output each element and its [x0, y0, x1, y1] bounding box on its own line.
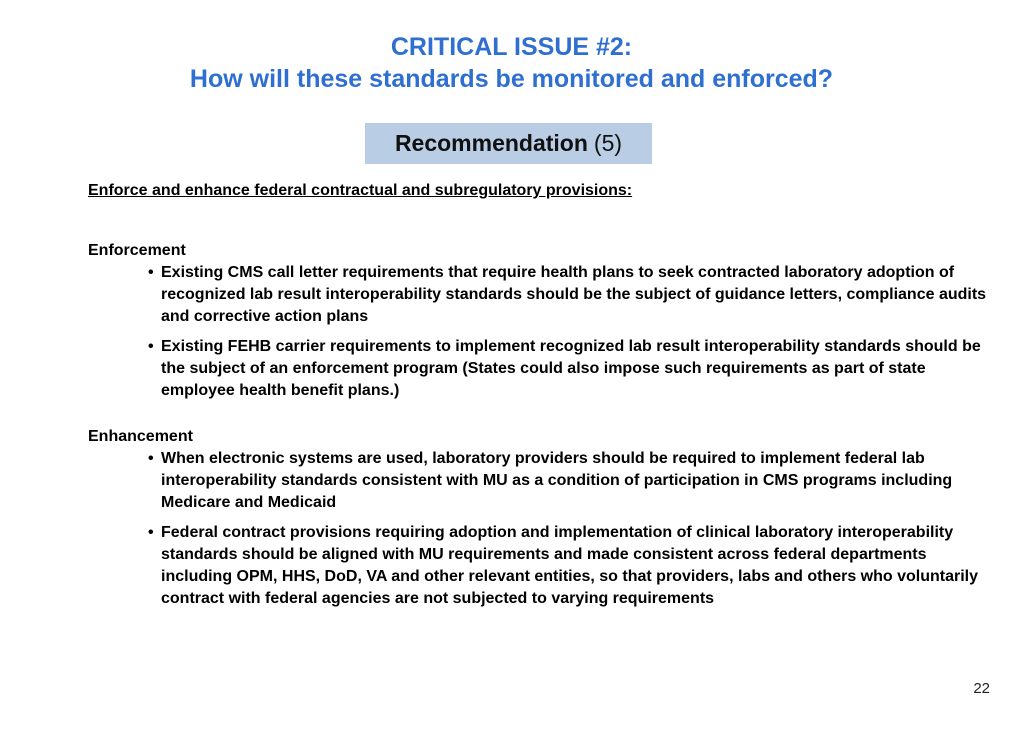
list-item — [148, 336, 988, 402]
title-line-1: CRITICAL ISSUE #2: — [390, 33, 633, 61]
recommendation-number: (5) — [593, 130, 623, 156]
bullet-icon: • — [148, 524, 154, 541]
enforcement-heading: Enforcement — [88, 242, 186, 259]
spacer — [88, 202, 988, 240]
list-item — [148, 522, 988, 610]
slide-body — [88, 180, 988, 618]
bullet-icon: • — [148, 450, 154, 467]
bullet-text: Federal contract provisions requiring adoption and implementation of clinical laboratory interoperability standards should be aligned with MU requirements and made consistent across federal departments including OPM, HHS, DoD, VA and other relevant entities, so that providers, labs and others who voluntarily contract with federal agencies are not subjected to varying requirements — [161, 524, 979, 607]
bullet-icon: • — [148, 338, 154, 355]
slide-title — [0, 31, 1023, 95]
list-item — [148, 448, 988, 514]
bullet-text: When electronic systems are used, laboratory providers should be required to implement federal lab interoperability standards consistent with MU as a condition of participation in CMS programs including Medicare and Medicaid — [161, 450, 953, 511]
bullet-text: Existing CMS call letter requirements that require health plans to seek contracted laboratory adoption of recognized lab result interoperability standards should be the subject of guidance letters, compliance audits and corrective action plans — [161, 264, 987, 325]
page-number: 22 — [973, 680, 990, 697]
bullet-text: Existing FEHB carrier requirements to implement recognized lab result interoperability standards should be the subject of an enforcement program (States could also impose such requirements as part of state employee health benefit plans.) — [161, 338, 981, 399]
enforcement-bullet-list — [88, 262, 988, 402]
recommendation-banner — [365, 123, 652, 164]
enhancement-bullet-list — [88, 448, 988, 610]
bullet-icon: • — [148, 264, 154, 281]
section-subheading: Enforce and enhance federal contractual and subregulatory provisions: — [88, 182, 633, 199]
spacer — [88, 410, 988, 426]
list-item — [148, 262, 988, 328]
recommendation-label: Recommendation — [394, 130, 588, 156]
title-line-2: How will these standards be monitored and enforced? — [189, 65, 834, 93]
enhancement-heading: Enhancement — [88, 428, 193, 445]
